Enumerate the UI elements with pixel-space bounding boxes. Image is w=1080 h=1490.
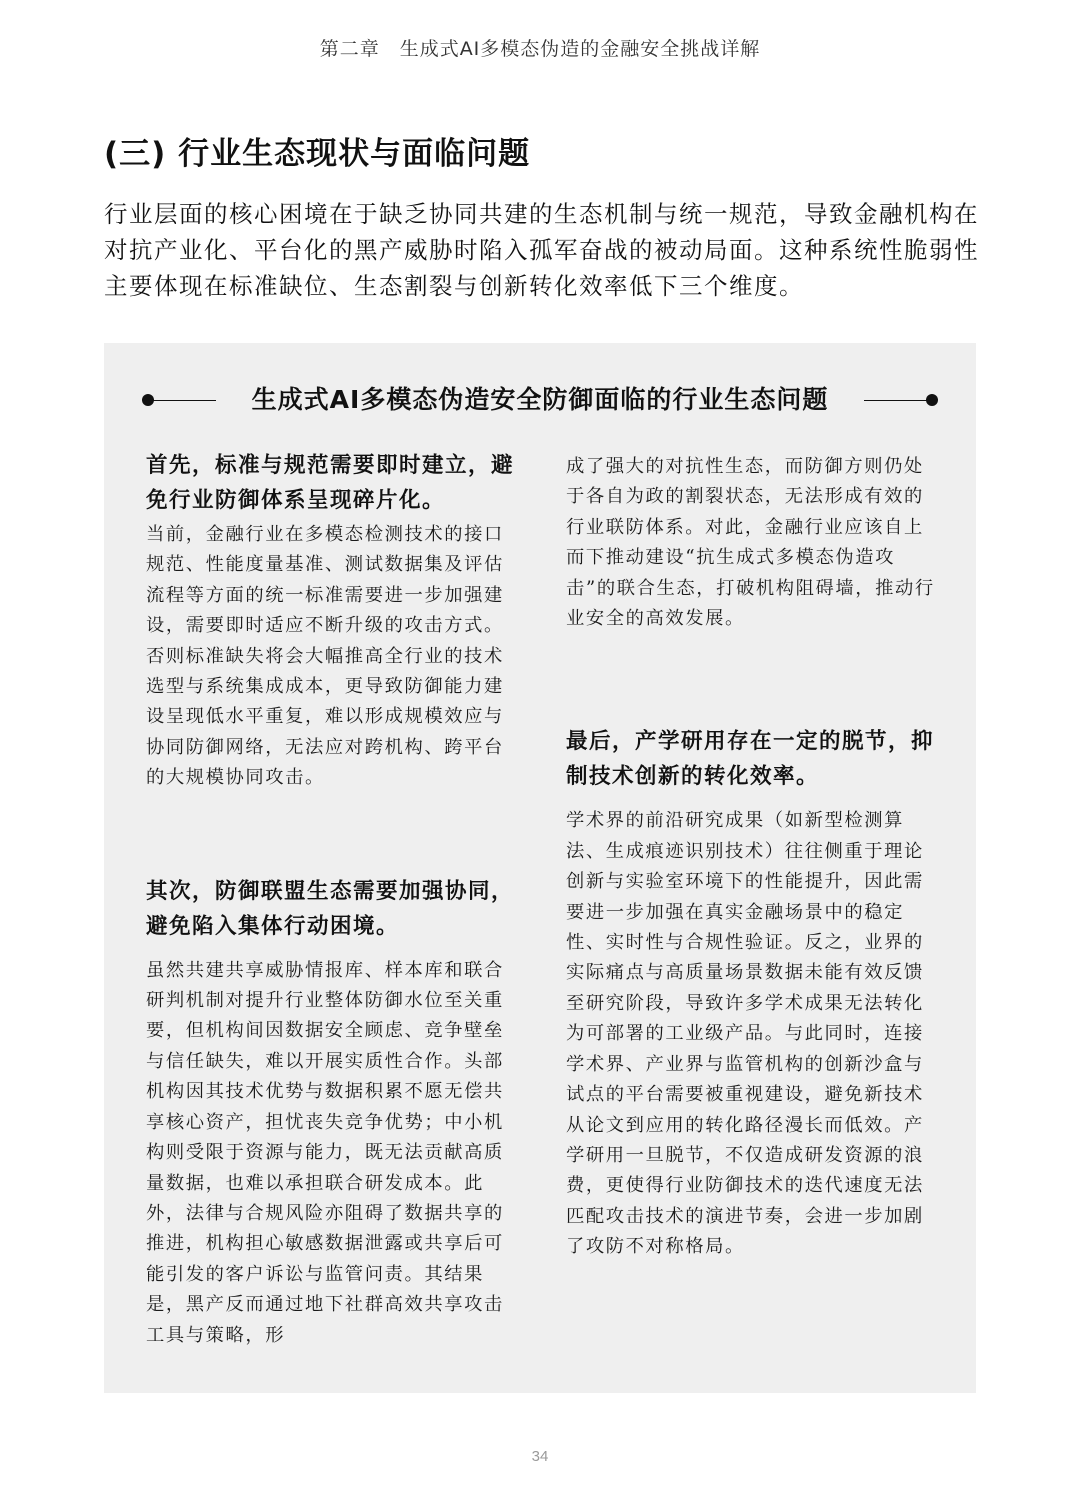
- first-issue-heading: 首先，标准与规范需要即时建立，避免行业防御体系呈现碎片化。: [146, 453, 515, 513]
- panel-header: [140, 380, 940, 420]
- first-issue-body: 当前，金融行业在多模态检测技术的接口规范、性能度量基准、测试数据集及评估流程等方面的统一标准需要进一步加强建设，需要即时适应不断升级的攻击方式。否则标准缺失将会大幅推高全行业的技术选型与系统集成成本，更导致防御能力建设呈现低水平重复，难以形成规模效应与协同防御网络，无法应对跨机构、跨平台的大规模协同攻击。: [146, 524, 504, 789]
- second-issue-body-continued: 成了强大的对抗性生态，而防御方则仍处于各自为政的割裂状态，无法形成有效的行业联防体系。对此，金融行业应该自上而下推动建设“抗生成式多模态伪造攻击”的联合生态，打破机构阻碍墙，推动行业安全的高效发展。: [566, 456, 935, 630]
- last-issue-heading: 最后，产学研用存在一定的脱节，抑制技术创新的转化效率。: [566, 729, 935, 790]
- rule-right: [864, 400, 928, 402]
- second-issue-heading: 其次，防御联盟生态需要加强协同，避免陷入集体行动困境。: [146, 878, 515, 939]
- panel-title: 生成式AI多模态伪造安全防御面临的行业生态问题: [251, 385, 829, 414]
- left-column: [146, 448, 521, 1351]
- running-header: 第二章 生成式AI多模态伪造的金融安全挑战详解: [319, 38, 761, 60]
- bullet-dot-right: [926, 394, 938, 406]
- intro-paragraph: 行业层面的核心困境在于缺乏协同共建的生态机制与统一规范，导致金融机构在对抗产业化、平台化的黑产威胁时陷入孤军奋战的被动局面。这种系统性脆弱性主要体现在标准缺位、生态割裂与创新转化效率低下三个维度。: [104, 200, 979, 300]
- page-number: 34: [531, 1448, 549, 1465]
- section-title: (三) 行业生态现状与面临问题: [104, 136, 531, 172]
- last-issue-body: 学术界的前沿研究成果（如新型检测算法、生成痕迹识别技术）往往侧重于理论创新与实验室环境下的性能提升，因此需要进一步加强在真实金融场景中的稳定性、实时性与合规性验证。反之，业界的实际痛点与高质量场景数据未能有效反馈至研究阶段，导致许多学术成果无法转化为可部署的工业级产品。与此同时，连接学术界、产业界与监管机构的创新沙盒与试点的平台需要被重视建设，避免新技术从论文到应用的转化路径漫长而低效。产学研用一旦脱节，不仅造成研发资源的浪费，更使得行业防御技术的迭代速度无法匹配攻击技术的演进节奏，会进一步加剧了攻防不对称格局。: [566, 810, 924, 1258]
- right-column: [566, 448, 941, 1263]
- second-issue-body: 虽然共建共享威胁情报库、样本库和联合研判机制对提升行业整体防御水位至关重要，但机构间因数据安全顾虑、竞争壁垒与信任缺失，难以开展实质性合作。头部机构因其技术优势与数据积累不愿无偿共享核心资产，担忧丧失竞争优势；中小机构则受限于资源与能力，既无法贡献高质量数据，也难以承担联合研发成本。此外，法律与合规风险亦阻碍了数据共享的推进，机构担心敏感数据泄露或共享后可能引发的客户诉讼与监管问责。其结果是，黑产反而通过地下社群高效共享攻击工具与策略，形: [146, 959, 504, 1346]
- rule-left: [152, 400, 216, 402]
